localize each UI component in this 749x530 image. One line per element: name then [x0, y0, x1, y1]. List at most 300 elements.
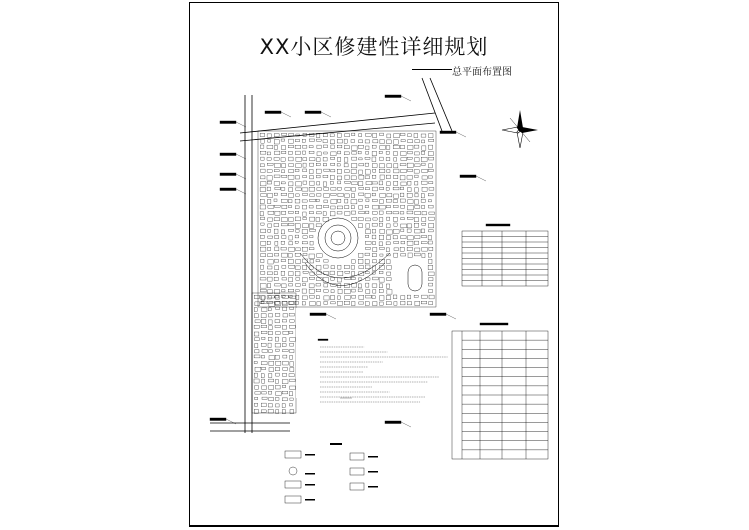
building-footprint — [303, 224, 309, 228]
building-footprint — [394, 152, 398, 156]
building-footprint — [330, 175, 334, 179]
building-footprint — [365, 278, 370, 280]
building-footprint — [296, 164, 302, 168]
building-footprint — [282, 344, 286, 347]
building-footprint — [310, 302, 316, 306]
building-footprint — [393, 212, 399, 214]
building-footprint — [407, 302, 412, 305]
building-footprint — [373, 290, 376, 293]
building-footprint — [255, 392, 261, 394]
building-footprint — [303, 265, 307, 269]
building-footprint — [275, 187, 281, 190]
building-footprint — [428, 152, 433, 156]
building-footprint — [337, 296, 340, 299]
building-footprint — [316, 175, 320, 178]
building-footprint — [262, 392, 267, 395]
building-footprint — [289, 218, 294, 222]
building-footprint — [358, 218, 363, 221]
building-footprint — [379, 235, 384, 239]
table-title-mark — [486, 224, 510, 226]
building-footprint — [255, 344, 258, 348]
building-footprint — [359, 140, 363, 143]
building-footprint — [352, 133, 355, 136]
building-footprint — [267, 301, 272, 304]
callout-leader — [401, 422, 411, 427]
building-footprint — [260, 182, 266, 186]
building-footprint — [288, 175, 294, 179]
building-footprint — [429, 278, 434, 281]
building-footprint — [268, 211, 274, 214]
building-footprint — [316, 283, 321, 286]
north-arrow-icon — [500, 108, 540, 153]
building-footprint — [276, 332, 281, 335]
building-footprint — [288, 289, 294, 292]
building-footprint — [254, 403, 257, 406]
building-footprint — [394, 253, 398, 257]
building-footprint — [408, 188, 412, 192]
building-footprint — [303, 158, 307, 161]
building-footprint — [323, 205, 328, 207]
building-footprint — [358, 151, 361, 154]
building-footprint — [282, 211, 286, 214]
building-footprint — [288, 254, 292, 257]
building-footprint — [386, 151, 389, 154]
building-footprint — [366, 182, 372, 185]
building-footprint — [345, 194, 349, 198]
building-footprint — [365, 134, 371, 137]
building-footprint — [310, 272, 315, 275]
building-footprint — [289, 139, 294, 143]
building-footprint — [262, 397, 267, 399]
building-footprint — [415, 152, 420, 155]
building-footprint — [429, 188, 434, 191]
building-footprint — [289, 295, 292, 297]
building-footprint — [415, 175, 418, 178]
building-footprint — [415, 188, 419, 192]
building-footprint — [394, 134, 400, 138]
building-footprint — [338, 265, 341, 269]
building-footprint — [401, 158, 407, 161]
building-footprint — [408, 146, 414, 150]
callout-leader — [236, 189, 246, 194]
building-footprint — [289, 301, 293, 304]
building-footprint — [260, 199, 264, 203]
building-footprint — [317, 254, 322, 257]
building-footprint — [428, 253, 431, 257]
building-footprint — [296, 157, 302, 161]
building-footprint — [422, 146, 426, 150]
building-footprint — [283, 338, 286, 342]
building-footprint — [316, 169, 321, 173]
building-footprint — [429, 259, 432, 263]
building-footprint — [421, 151, 424, 154]
building-footprint — [345, 175, 349, 179]
building-footprint — [365, 140, 370, 143]
building-footprint — [289, 332, 293, 334]
building-footprint — [323, 157, 327, 161]
building-footprint — [345, 181, 351, 183]
building-footprint — [407, 247, 412, 250]
building-footprint — [359, 199, 363, 201]
building-footprint — [359, 266, 364, 269]
building-footprint — [386, 146, 390, 150]
building-footprint — [352, 289, 356, 292]
building-footprint — [351, 194, 354, 198]
building-footprint — [302, 146, 307, 149]
building-footprint — [373, 260, 377, 263]
building-footprint — [372, 193, 375, 196]
building-footprint — [275, 247, 279, 251]
building-footprint — [401, 296, 405, 300]
building-footprint — [379, 181, 383, 185]
building-footprint — [302, 302, 305, 305]
building-footprint — [344, 152, 349, 155]
building-footprint — [290, 307, 294, 309]
building-footprint — [289, 164, 294, 167]
building-footprint — [401, 254, 406, 256]
building-footprint — [387, 140, 392, 144]
building-footprint — [282, 175, 287, 177]
building-footprint — [408, 253, 412, 257]
building-footprint — [400, 133, 405, 135]
building-footprint — [415, 236, 420, 239]
building-footprint — [372, 223, 377, 226]
building-footprint — [274, 175, 280, 177]
building-footprint — [421, 242, 427, 244]
building-footprint — [289, 301, 294, 304]
building-footprint — [366, 247, 371, 249]
building-footprint — [268, 236, 273, 238]
callout-leader — [321, 112, 331, 117]
building-footprint — [386, 302, 391, 305]
building-footprint — [422, 248, 428, 252]
building-footprint — [380, 205, 386, 209]
building-footprint — [274, 134, 279, 137]
building-footprint — [310, 181, 314, 185]
building-footprint — [421, 236, 426, 238]
building-footprint — [269, 398, 274, 401]
building-footprint — [351, 164, 357, 168]
building-footprint — [254, 361, 257, 363]
building-footprint — [282, 284, 287, 288]
building-footprint — [352, 217, 357, 220]
building-footprint — [380, 133, 384, 136]
building-footprint — [302, 247, 307, 251]
building-footprint — [261, 242, 266, 246]
building-footprint — [261, 259, 264, 262]
building-footprint — [282, 350, 288, 352]
building-footprint — [310, 217, 315, 221]
building-footprint — [296, 194, 299, 197]
building-footprint — [303, 236, 307, 239]
building-footprint — [303, 253, 307, 255]
building-footprint — [400, 199, 405, 202]
building-footprint — [275, 235, 279, 238]
building-footprint — [261, 367, 265, 369]
legend-label-mark — [368, 486, 378, 488]
building-footprint — [310, 295, 315, 298]
building-footprint — [254, 325, 259, 328]
building-footprint — [268, 140, 271, 142]
building-footprint — [260, 212, 263, 216]
building-footprint — [282, 404, 285, 408]
building-footprint — [289, 247, 295, 251]
building-footprint — [275, 398, 279, 401]
building-footprint — [379, 151, 382, 153]
building-footprint — [407, 217, 413, 219]
building-footprint — [324, 169, 330, 171]
building-footprint — [260, 205, 266, 209]
building-footprint — [317, 212, 322, 214]
building-footprint — [275, 284, 281, 286]
building-footprint — [281, 182, 285, 184]
building-footprint — [358, 145, 363, 148]
building-footprint — [282, 236, 286, 239]
building-footprint — [365, 265, 370, 269]
building-footprint — [295, 217, 300, 221]
building-footprint — [323, 175, 328, 177]
building-footprint — [302, 230, 308, 234]
building-footprint — [372, 212, 377, 215]
building-footprint — [330, 140, 334, 144]
notes-heading — [318, 339, 328, 341]
building-footprint — [288, 259, 293, 263]
building-footprint — [255, 338, 260, 341]
building-footprint — [401, 182, 406, 186]
building-footprint — [324, 260, 328, 262]
building-footprint — [303, 284, 306, 286]
building-footprint — [275, 266, 279, 270]
land-use-table — [462, 224, 548, 286]
building-footprint — [372, 145, 376, 148]
building-footprint — [269, 356, 275, 360]
building-footprint — [345, 271, 350, 273]
callout-box — [220, 121, 236, 124]
building-footprint — [283, 331, 289, 334]
building-footprint — [386, 158, 390, 161]
building-footprint — [345, 212, 351, 216]
building-footprint — [260, 289, 266, 292]
building-footprint — [414, 133, 418, 137]
building-footprint — [386, 284, 390, 288]
building-footprint — [323, 140, 327, 143]
building-footprint — [331, 193, 336, 195]
building-footprint — [331, 290, 334, 293]
building-footprint — [255, 302, 260, 306]
building-footprint — [429, 212, 435, 214]
building-footprint — [317, 205, 322, 208]
building-footprint — [290, 368, 294, 372]
building-footprint — [302, 296, 307, 299]
callout-leader — [446, 314, 456, 319]
building-footprint — [309, 248, 314, 250]
building-footprint — [359, 187, 364, 189]
building-footprint — [337, 169, 341, 173]
building-footprint — [365, 163, 369, 166]
legend — [285, 443, 378, 503]
building-footprint — [261, 169, 265, 172]
building-footprint — [373, 133, 377, 137]
building-footprint — [414, 223, 419, 227]
building-footprint — [283, 314, 288, 317]
building-footprint — [408, 206, 414, 210]
building-footprint — [281, 295, 285, 297]
building-footprint — [303, 169, 307, 172]
building-footprint — [262, 337, 265, 339]
building-footprint — [283, 307, 287, 311]
building-footprint — [281, 271, 285, 275]
building-footprint — [365, 241, 371, 244]
building-footprint — [401, 218, 405, 220]
building-footprint — [380, 187, 384, 190]
building-footprint — [310, 133, 314, 136]
building-footprint — [302, 200, 307, 202]
building-footprint — [358, 259, 363, 263]
building-footprint — [262, 296, 265, 300]
building-footprint — [414, 170, 419, 173]
building-footprint — [344, 265, 349, 268]
building-footprint — [379, 211, 383, 214]
building-footprint — [421, 194, 424, 198]
building-footprint — [282, 326, 287, 330]
building-footprint — [359, 302, 364, 304]
building-footprint — [262, 379, 265, 383]
building-footprint — [379, 271, 383, 274]
building-footprint — [276, 392, 281, 396]
building-footprint — [281, 247, 286, 250]
building-footprint — [261, 403, 266, 407]
legend-label-mark — [305, 499, 315, 501]
building-footprint — [421, 199, 425, 202]
building-footprint — [274, 223, 279, 226]
building-footprint — [267, 145, 273, 148]
building-footprint — [331, 266, 335, 269]
building-footprint — [254, 308, 257, 312]
building-footprint — [275, 289, 280, 294]
building-footprint — [282, 391, 288, 394]
building-footprint — [394, 169, 399, 173]
building-footprint — [323, 134, 328, 137]
building-footprint — [372, 157, 376, 162]
callout-leader — [236, 154, 246, 159]
building-footprint — [331, 157, 335, 159]
building-footprint — [260, 296, 265, 299]
building-footprint — [394, 181, 398, 185]
building-footprint — [269, 326, 273, 330]
building-footprint — [282, 218, 288, 222]
building-footprint — [281, 199, 287, 202]
building-footprint — [372, 175, 376, 178]
building-footprint — [274, 205, 280, 207]
building-footprint — [269, 350, 272, 353]
callout-box — [385, 421, 401, 424]
building-footprint — [422, 169, 428, 172]
callout-leader — [401, 96, 411, 101]
building-footprint — [338, 151, 341, 154]
sheet-bottom-line — [189, 526, 559, 527]
building-footprint — [324, 296, 329, 300]
building-footprint — [276, 385, 281, 389]
technical-indicator-table — [452, 323, 548, 459]
building-footprint — [288, 278, 292, 282]
building-footprint — [261, 319, 266, 323]
building-footprint — [422, 187, 427, 191]
building-footprint — [366, 211, 369, 214]
building-footprint — [365, 170, 370, 174]
building-footprint — [407, 157, 412, 159]
building-footprint — [309, 187, 315, 191]
building-footprint — [267, 241, 270, 244]
building-footprint — [393, 205, 398, 207]
building-footprint — [274, 218, 280, 221]
building-footprint — [268, 224, 272, 227]
building-footprint — [337, 212, 342, 214]
building-footprint — [290, 320, 295, 323]
building-footprint — [366, 218, 371, 221]
building-footprint — [387, 272, 391, 275]
building-footprint — [331, 170, 335, 172]
building-footprint — [429, 205, 434, 208]
building-footprint — [317, 302, 321, 306]
building-footprint — [344, 139, 347, 143]
building-footprint — [261, 223, 264, 225]
building-footprint — [289, 157, 293, 161]
building-footprint — [415, 193, 418, 197]
building-footprint — [380, 194, 386, 198]
building-footprint — [290, 379, 296, 382]
callout-box — [440, 131, 456, 134]
building-footprint — [351, 170, 356, 174]
building-footprint — [372, 182, 378, 184]
building-footprint — [372, 296, 375, 299]
building-footprint — [316, 289, 321, 291]
building-footprint — [344, 284, 349, 288]
building-footprint — [267, 152, 270, 155]
building-footprint — [260, 133, 265, 136]
building-footprint — [302, 188, 308, 191]
building-footprint — [295, 199, 300, 203]
building-footprint — [289, 313, 294, 316]
building-footprint — [281, 223, 287, 226]
building-footprint — [290, 338, 296, 342]
building-footprint — [379, 218, 383, 222]
building-footprint — [275, 211, 280, 215]
building-footprint — [366, 235, 369, 238]
building-footprint — [386, 206, 390, 208]
building-footprint — [345, 134, 350, 137]
building-footprint — [428, 236, 431, 240]
building-footprint — [372, 151, 377, 155]
building-footprint — [275, 296, 279, 298]
building-footprint — [255, 397, 258, 400]
building-footprint — [331, 278, 335, 281]
building-footprint — [414, 253, 420, 256]
building-footprint — [316, 163, 320, 166]
building-footprint — [358, 289, 362, 292]
building-footprint — [386, 248, 389, 252]
building-footprint — [276, 307, 280, 309]
building-footprint — [290, 398, 293, 400]
building-footprint — [274, 199, 277, 202]
building-footprint — [429, 289, 433, 292]
building-footprint — [317, 194, 322, 196]
building-footprint — [269, 314, 273, 317]
building-footprint — [281, 188, 285, 191]
building-footprint — [351, 211, 355, 214]
building-footprint — [282, 151, 286, 153]
building-footprint — [421, 229, 425, 233]
building-footprint — [310, 194, 315, 197]
